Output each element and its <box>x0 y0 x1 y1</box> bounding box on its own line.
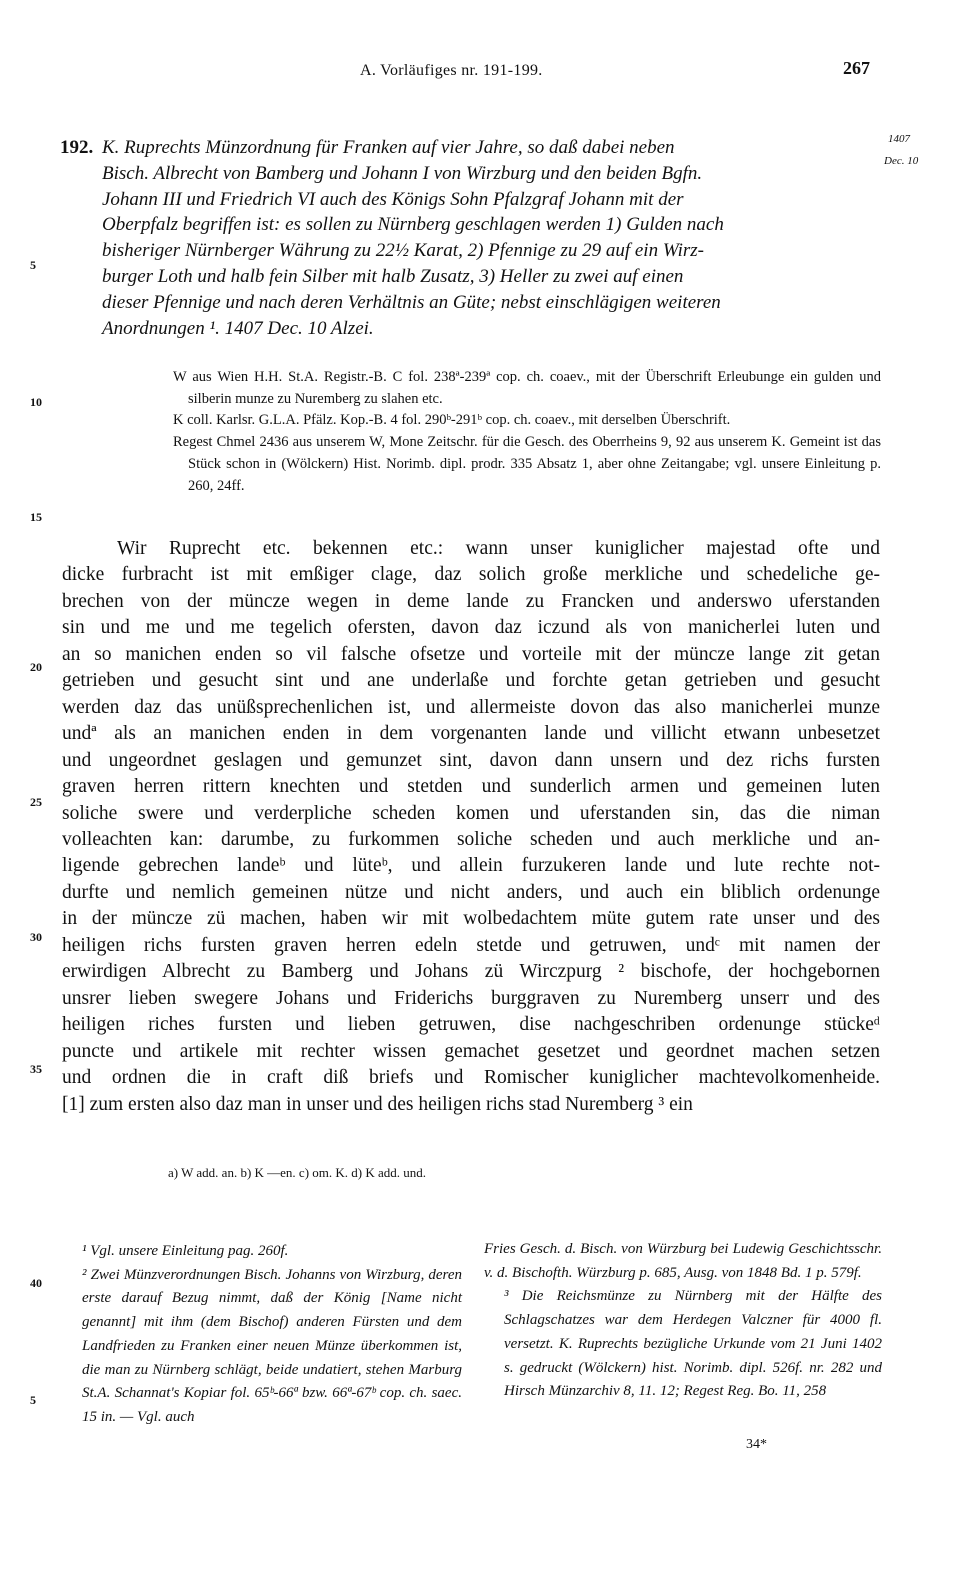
footnote-continuation: Fries Gesch. d. Bisch. von Würzburg bei Ludewig Geschichtsschr. v. d. Bischofth. Würzburg p. 685, Ausg. von 1848 Bd. 1 p. 579f. <box>484 1241 882 1281</box>
body-line: erwirdigen Albrecht zu Bamberg und Johans zü Wirczpurg ² bischofe, der hochgebornen <box>62 961 880 983</box>
body-line: unsrer lieben swegere Johans und Friderichs burggraven zu Nuremberg unserr und des <box>62 987 880 1009</box>
entry-line: Johann III und Friedrich VI auch des Königs Sohn Pfalzgraf Johann mit der <box>102 188 684 210</box>
body-line: getrieben und gesucht sint und ane underlaße und forchte getan getrieben und gesucht <box>62 670 880 692</box>
entry-line: Bisch. Albrecht von Bamberg und Johann I von Wirzburg und den beiden Bgfn. <box>102 162 703 184</box>
body-line: puncte und artikele mit rechter wissen gemachet gesetzet und geordnet machen setzen <box>62 1040 880 1062</box>
body-line: heiligen riches fursten und lieben getruwen, dise nachgeschriben ordenunge stückeᵈ <box>62 1014 880 1036</box>
entry-line: dieser Pfennige und nach deren Verhältnis an Güte; nebst einschlägigen weiteren <box>102 291 721 313</box>
body-line: dicke furbracht ist mit emßiger clage, daz solich große merkliche und schedeliche ge- <box>62 564 880 586</box>
line-number: 35 <box>30 1062 42 1076</box>
source-note: Regest Chmel 2436 aus unserem W, Mone Zeitschr. für die Gesch. des Oberrheins 9, 92 aus unserem K. Gemeint ist das Stück schon in (Wölckern) Hist. Norimb. dipl. prodr. 335 Absatz 1, aber ohne Zeitangabe; vgl. unsere Einleitung p. 260, 24ff. <box>173 434 881 494</box>
body-line: durfte und nemlich gemeinen nütze und nicht anders, und auch ein bliblich ordenunge <box>62 881 880 903</box>
line-number: 30 <box>30 930 42 944</box>
source-note: K coll. Karlsr. G.L.A. Pfälz. Kop.-B. 4 fol. 290ᵇ-291ᵇ cop. ch. coaev., mit derselben Überschrift. <box>173 412 731 429</box>
footnote: ³ Die Reichsmünze zu Nürnberg mit der Hälfte des Schlagschatzes war dem Herdegen Valczner für 4000 fl. versetzt. K. Ruprechts bezügliche Urkunde vom 21 Juni 1402 s. gedruckt (Wölckern) hist. Norimb. dipl. 526f. nr. 282 und Hirsch Münzarchiv 8, 11. 12; Regest Reg. Bo. 11, 258 <box>504 1288 882 1400</box>
line-number: 40 <box>30 1276 42 1290</box>
body-line: undª als an manichen enden in dem vorgenanten lande und villicht etwann unbesetzet <box>62 723 880 745</box>
running-head: A. Vorläufiges nr. 191-199. <box>360 62 543 79</box>
margin-date-day: Dec. 10 <box>884 155 919 167</box>
document-body <box>62 536 880 1118</box>
body-line: brechen von der müncze wegen in deme lande zu Francken und anderswo uferstanden <box>62 590 880 612</box>
critical-apparatus: a) W add. an. b) K —en. c) om. K. d) K add. und. <box>168 1165 427 1180</box>
source-notes <box>173 367 881 497</box>
margin-date-year: 1407 <box>888 133 910 145</box>
page-number: 267 <box>843 58 870 78</box>
entry-line: K. Ruprechts Münzordnung für Franken auf vier Jahre, so daß dabei neben <box>102 137 675 158</box>
body-line: sin und me und me tegelich ofersten, davon daz iczund als von manicherlei luten und <box>62 617 880 639</box>
signature-mark: 34* <box>746 1437 767 1452</box>
line-number: 10 <box>30 395 42 409</box>
body-line: Wir Ruprecht etc. bekennen etc.: wann unser kuniglicher majestad ofte und <box>117 538 880 559</box>
entry-line: bisheriger Nürnberger Währung zu 22½ Karat, 2) Pfennige zu 29 auf ein Wirz- <box>102 240 704 262</box>
line-number: 5 <box>30 258 36 272</box>
body-line: ligende gebrechen landeᵇ und lüteᵇ, und allein furzukeren lande und lute rechte not- <box>62 855 880 877</box>
body-line: heiligen richs fursten graven herren edeln stetde und getruwen, undᶜ mit namen der <box>62 934 880 956</box>
body-line: und ordnen die in craft diß briefs und Romischer kuniglicher machtevolkomenheide. <box>62 1067 880 1089</box>
footnote: ² Zwei Münzverordnungen Bisch. Johanns von Wirzburg, deren erste darauf Bezug nimmt, daß der König [Name nicht genannt] mit ihm (dem Bischof) anderen Fürsten und dem Landfrieden zu Franken einer neuen Münze überkommen ist, die man zu Nürnberg schlägt, beide undatiert, stehen Marburg St.A. Schannat's Kopiar fol. 65ᵇ-66ª bzw. 66ª-67ᵇ cop. ch. saec. 15 in. — Vgl. auch <box>82 1266 462 1425</box>
body-line: in der müncze zü machen, haben wir mit wolbedachtem müte gutem rate unser und des <box>62 908 880 930</box>
line-number: 20 <box>30 660 42 674</box>
entry-line: Anordnungen ¹. 1407 Dec. 10 Alzei. <box>102 317 374 339</box>
line-number: 25 <box>30 795 42 809</box>
line-number: 15 <box>30 510 42 524</box>
body-line: volleachten kan: darumbe, zu furkommen soliche scheden und auch merkliche und an- <box>62 828 880 850</box>
entry-line: Oberpfalz begriffen ist: es sollen zu Nürnberg geschlagen werden 1) Gulden nach <box>102 214 724 236</box>
entry-heading <box>60 135 880 341</box>
body-line: soliche swere und verderpliche scheden komen und uferstanden sin, das die niman <box>62 802 880 824</box>
footnotes-right-column <box>484 1238 882 1404</box>
body-line: graven herren rittern knechten und stetden und sunderlich armen und gemeinen luten <box>62 776 880 798</box>
footnote: ¹ Vgl. unsere Einleitung pag. 260f. <box>82 1243 289 1259</box>
entry-line: burger Loth und halb fein Silber mit halb Zusatz, 3) Heller zu zwei auf einen <box>102 265 684 287</box>
footnotes-left-column <box>62 1240 462 1430</box>
entry-number: 192. <box>60 137 94 158</box>
body-line: an so manichen enden so vil falsche ofsetze und vorteile mit der müncze lange zit getan <box>62 643 880 665</box>
body-line: werden daz das unüßsprechenlichen ist, und allermeiste dovon das also manicherlei munze <box>62 696 880 718</box>
line-number: 5 <box>30 1393 36 1407</box>
body-line: und ungeordnet geslagen und gemunzet sint, davon dann unsern und dez richs fursten <box>62 749 880 771</box>
source-note: W aus Wien H.H. St.A. Registr.-B. C fol. 238ª-239ª cop. ch. coaev., mit der Überschrift Erleubunge ein gulden und silberin munze zu Nuremberg zu slahen etc. <box>173 369 881 407</box>
body-line: [1] zum ersten also daz man in unser und des heiligen richs stad Nuremberg ³ ein <box>62 1093 693 1115</box>
